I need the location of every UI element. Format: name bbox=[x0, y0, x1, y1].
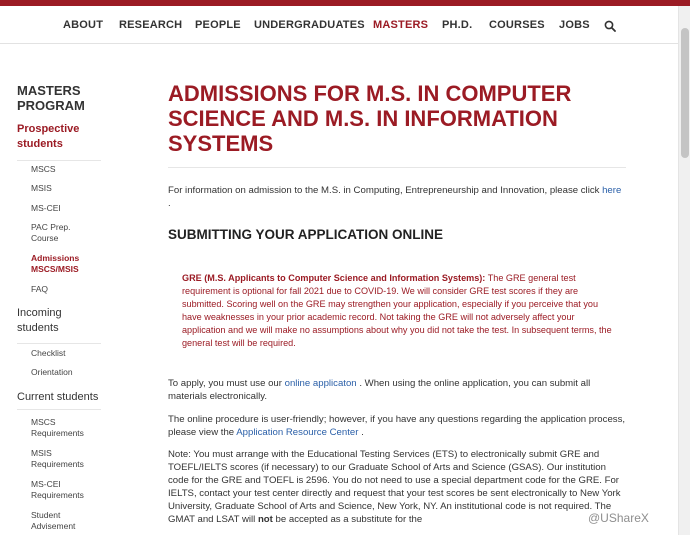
nav-courses[interactable]: COURSES bbox=[489, 19, 545, 31]
sidebar-item-admissions[interactable]: Admissions MSCS/MSIS bbox=[31, 253, 80, 274]
sidebar-divider bbox=[17, 160, 101, 161]
nav-undergraduates[interactable]: UNDERGRADUATES bbox=[254, 19, 365, 31]
online-application-link[interactable]: online applicaton bbox=[284, 378, 357, 389]
nav-phd[interactable]: PH.D. bbox=[442, 19, 473, 31]
nav-research[interactable]: RESEARCH bbox=[119, 19, 183, 31]
gre-notice: GRE (M.S. Applicants to Computer Science and Information Systems): The GRE general test requirement is optional for fall 2021 due to COVID-19. We will consider GRE test scores if they are submitted. Scoring well on the GRE may strengthen your application, especially if you perceive that you have weaknesses in your prior academic record. Not taking the GRE will not adversely affect your application and we will make no assumptions about why you did not take the test. In subsequent terms, the general test will be required. bbox=[182, 273, 612, 348]
sidebar-item-checklist[interactable]: Checklist bbox=[31, 348, 66, 358]
sidebar-divider bbox=[17, 343, 101, 344]
main-nav bbox=[0, 6, 678, 44]
application-resource-center-link[interactable]: Application Resource Center bbox=[236, 427, 359, 438]
sidebar-item-msis[interactable]: MSIS bbox=[31, 183, 52, 193]
nav-people[interactable]: PEOPLE bbox=[195, 19, 241, 31]
apply-paragraph: To apply, you must use our online applicaton . When using the online application, you can submit all materials electronically. bbox=[168, 378, 591, 402]
sidebar-item-student-advisement[interactable]: Student Advisement bbox=[31, 510, 76, 531]
sidebar-heading: MASTERS PROGRAM bbox=[17, 83, 85, 113]
sidebar-item-orientation[interactable]: Orientation bbox=[31, 367, 73, 377]
here-link[interactable]: here bbox=[602, 185, 622, 196]
sidebar-item-faq[interactable]: FAQ bbox=[31, 284, 49, 294]
sidebar-item-mscs-requirements[interactable]: MSCS Requirements bbox=[31, 417, 84, 438]
sidebar-item-ms-cei-requirements[interactable]: MS-CEI Requirements bbox=[31, 479, 84, 500]
sidebar-item-msis-requirements[interactable]: MSIS Requirements bbox=[31, 448, 84, 469]
nav-masters[interactable]: MASTERS bbox=[373, 19, 429, 31]
page-title: ADMISSIONS FOR M.S. IN COMPUTER SCIENCE AND M.S. IN INFORMATION SYSTEMS bbox=[168, 81, 572, 156]
sidebar-section-incoming[interactable]: Incoming students bbox=[17, 307, 62, 334]
sidebar-item-ms-cei[interactable]: MS-CEI bbox=[31, 203, 61, 213]
watermark-text: @UShareX bbox=[588, 511, 649, 525]
online-procedure-paragraph: The online procedure is user-friendly; however, if you have any questions regarding the application process, please view the Application Resource Center . bbox=[168, 414, 626, 438]
search-icon[interactable] bbox=[604, 19, 616, 31]
sidebar-divider bbox=[17, 409, 101, 410]
note-paragraph: Note: You must arrange with the Educational Testing Services (ETS) to electronically submit GRE and TOEFL/IELTS scores (if necessary) to our Graduate School of Arts and Science (GSAS). Our institution code for the GRE and TOEFL is 2596. You do not need to use a special department code for the GRE. For IELTS, contact your test center directly and request that your test scores be sent electronically to New York University, Graduate School of Arts and Science, New York, NY. An institutional code is not required. The GMAT and LSAT will not be accepted as a substitute for the bbox=[168, 449, 621, 525]
sidebar-item-mscs[interactable]: MSCS bbox=[31, 164, 56, 174]
intro-paragraph: For information on admission to the M.S. in Computing, Entrepreneurship and Innovation, please click here . bbox=[168, 185, 622, 209]
sidebar-item-pac-prep[interactable]: PAC Prep. Course bbox=[31, 222, 71, 243]
nav-jobs[interactable]: JOBS bbox=[559, 19, 590, 31]
sidebar-section-prospective[interactable]: Prospective students bbox=[17, 123, 80, 150]
section-heading: SUBMITTING YOUR APPLICATION ONLINE bbox=[168, 227, 444, 242]
page-scrollbar[interactable] bbox=[678, 6, 690, 535]
sidebar-section-current[interactable]: Current students bbox=[17, 391, 99, 403]
main-content bbox=[168, 44, 628, 535]
nav-about[interactable]: ABOUT bbox=[63, 19, 104, 31]
scroll-thumb[interactable] bbox=[681, 28, 689, 158]
sidebar bbox=[0, 44, 110, 535]
title-divider bbox=[168, 167, 626, 168]
